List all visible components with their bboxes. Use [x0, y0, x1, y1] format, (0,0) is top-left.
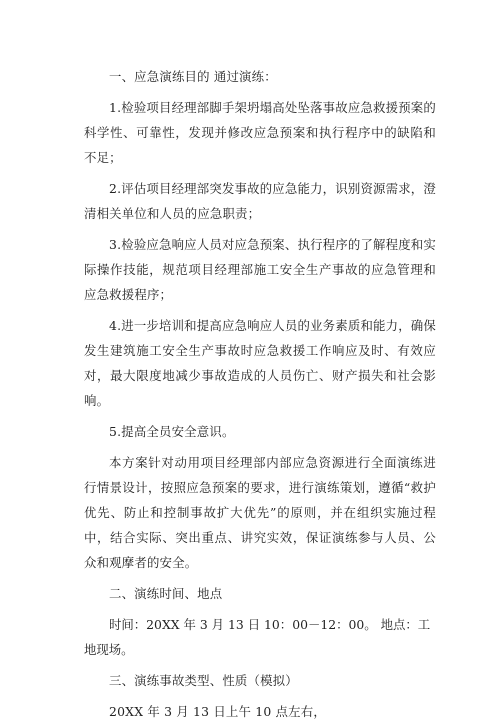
- section-heading-purpose: 一、应急演练目的 通过演练：: [109, 69, 277, 84]
- time-place-line: 时间：20XX 年 3 月 13 日 10：00－12：00。 地点：工地现场。: [84, 617, 431, 657]
- section-heading-time-place: 二、演练时间、地点: [109, 586, 223, 601]
- scenario-paragraph: 本方案针对动用项目经理部内部应急资源进行全面演练进行情景设计，按照应急预案的要求，进行演练策划，遵循“救护优先、防止和控制事故扩大优先”的原则，并在组织实施过程中，结合实际、突出重点、讲究实效，保证演练参与人员、公众和观摩者的安全。: [84, 455, 436, 570]
- purpose-item-4: 4.进一步培训和提高应急响应人员的业务素质和能力，确保发生建筑施工安全生产事故时应急救援工作响应及时、有效应对，最大限度地减少事故造成的人员伤亡、财产损失和社会影响。: [84, 318, 436, 408]
- purpose-item-1: 1.检验项目经理部脚手架坍塌高处坠落事故应急救援预案的科学性、可靠性，发现并修改应急预案和执行程序中的缺陷和不足；: [84, 100, 436, 165]
- section-heading-accident-type: 三、演练事故类型、性质（模拟）: [109, 673, 298, 688]
- purpose-item-5: 5.提高全员安全意识。: [109, 424, 235, 439]
- purpose-item-2: 2.评估项目经理部突发事故的应急能力，识别资源需求，澄清相关单位和人员的应急职责；: [84, 181, 436, 221]
- document-body: [84, 64, 436, 724]
- purpose-item-3: 3.检验应急响应人员对应急预案、执行程序的了解程度和实际操作技能，规范项目经理部施工安全生产事故的应急管理和应急救援程序；: [84, 237, 436, 302]
- accident-description-start: 20XX 年 3 月 13 日上午 10 点左右，: [109, 704, 326, 719]
